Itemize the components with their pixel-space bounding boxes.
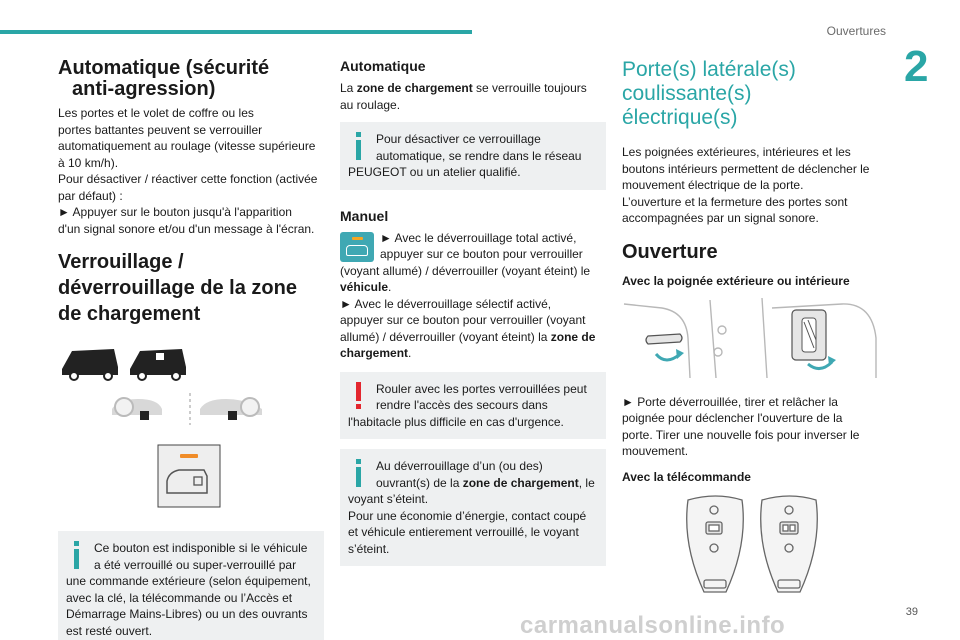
door-handle-illustration bbox=[622, 298, 884, 382]
interior-handle-icon bbox=[792, 310, 836, 369]
heading-remote: Avec la télécommande bbox=[622, 469, 751, 484]
heading-automatic: Automatique bbox=[340, 58, 426, 74]
manual-text: ► Avec le déverrouillage total activé, appuyer sur ce bouton pour verrouiller (voyant allumé) / déverrouiller (voyant éteint) le véhicule. ► Avec le déverrouillage sélectif activé, appuyer sur ce bouton pour verrouiller (voyant allumé) / déverrouiller (voyant éteint) la zone de chargement. bbox=[340, 230, 596, 360]
remote-keys-illustration bbox=[622, 494, 884, 604]
header-accent-bar bbox=[0, 30, 472, 34]
info-icon bbox=[348, 458, 370, 488]
chapter-number: 2 bbox=[904, 42, 929, 91]
heading-sliding-doors: Porte(s) latérale(s) coulissante(s) électrique(s) bbox=[622, 58, 796, 129]
dashboard-lhd-icon bbox=[112, 398, 162, 420]
page-number: 39 bbox=[905, 606, 918, 618]
warning-note-locked-doors: Rouler avec les portes verrouillées peut rendre l'accès des secours dans l'habitacle plus difficile en cas d'urgence. bbox=[340, 372, 606, 440]
warning-icon bbox=[348, 381, 370, 411]
column-2 bbox=[340, 58, 606, 566]
van-side-icon bbox=[62, 349, 186, 380]
info-icon bbox=[348, 131, 370, 161]
auto-load-zone-text: La zone de chargement se verrouille toujours au roulage. bbox=[340, 81, 587, 112]
watermark: carmanualsonline.info bbox=[520, 612, 786, 639]
section-title: Ouvertures bbox=[826, 24, 886, 38]
remote-key-right-icon bbox=[761, 496, 818, 592]
heading-load-zone: Verrouillage / déverrouillage de la zone de chargement bbox=[58, 251, 297, 325]
sliding-doors-text: Les poignées extérieures, intérieures et les boutons intérieurs permettent de déclencher le mouvement électrique de la porte. L’ouverture et la fermeture des portes sont accompagnées par un signal sonore. bbox=[622, 145, 870, 225]
auto-lock-text: Les portes et le volet de coffre ou les portes battantes peuvent se verrouiller automatiquement au roulage (vitesse supérieure à 10 km/h). Pour désactiver / réactiver cette fonction (activée par défaut) : ► Appuyer sur le bouton jusqu'à l'apparition d'un signal sonore et/ou d'un message à l'écran. bbox=[58, 106, 318, 236]
info-note-indicator: Au déverrouillage d’un (ou des) ouvrant(s) de la zone de chargement, le voyant s’éteint. Pour une économie d’énergie, contact coupé et véhicule entierement verrouillé, le voyant s’éteint. bbox=[340, 449, 606, 566]
info-note-button-unavailable: Ce bouton est indisponible si le véhicule a été verrouillé ou super-verrouillé par une commande extérieure (selon équipement, avec la clé, la télécommande ou l’Accès et Démarrage Mains-Libres) ou un des ouvrants est resté ouvert. bbox=[58, 531, 324, 640]
exterior-handle-icon bbox=[646, 334, 684, 360]
remote-key-left-icon bbox=[687, 496, 744, 592]
heading-opening: Ouverture bbox=[622, 240, 718, 263]
load-zone-button-icon bbox=[158, 445, 220, 507]
info-note-deactivate: Pour désactiver ce verrouillage automatique, se rendre dans le réseau PEUGEOT ou un atelier qualifié. bbox=[340, 122, 606, 190]
column-3 bbox=[622, 58, 884, 604]
load-zone-illustration bbox=[58, 339, 324, 519]
heading-handle: Avec la poignée extérieure ou intérieure bbox=[622, 273, 850, 288]
heading-manual: Manuel bbox=[340, 207, 389, 224]
dashboard-rhd-icon bbox=[200, 398, 262, 420]
info-icon bbox=[66, 540, 88, 570]
load-zone-lock-button-icon bbox=[340, 232, 374, 262]
column-1 bbox=[58, 58, 324, 640]
heading-auto-lock: Automatique (sécurité anti-agression) bbox=[58, 57, 270, 100]
handle-instructions: ► Porte déverrouillée, tirer et relâcher la poignée pour déclencher l'ouverture de la porte. Tirer une nouvelle fois pour inverser le mouvement. bbox=[622, 394, 860, 458]
